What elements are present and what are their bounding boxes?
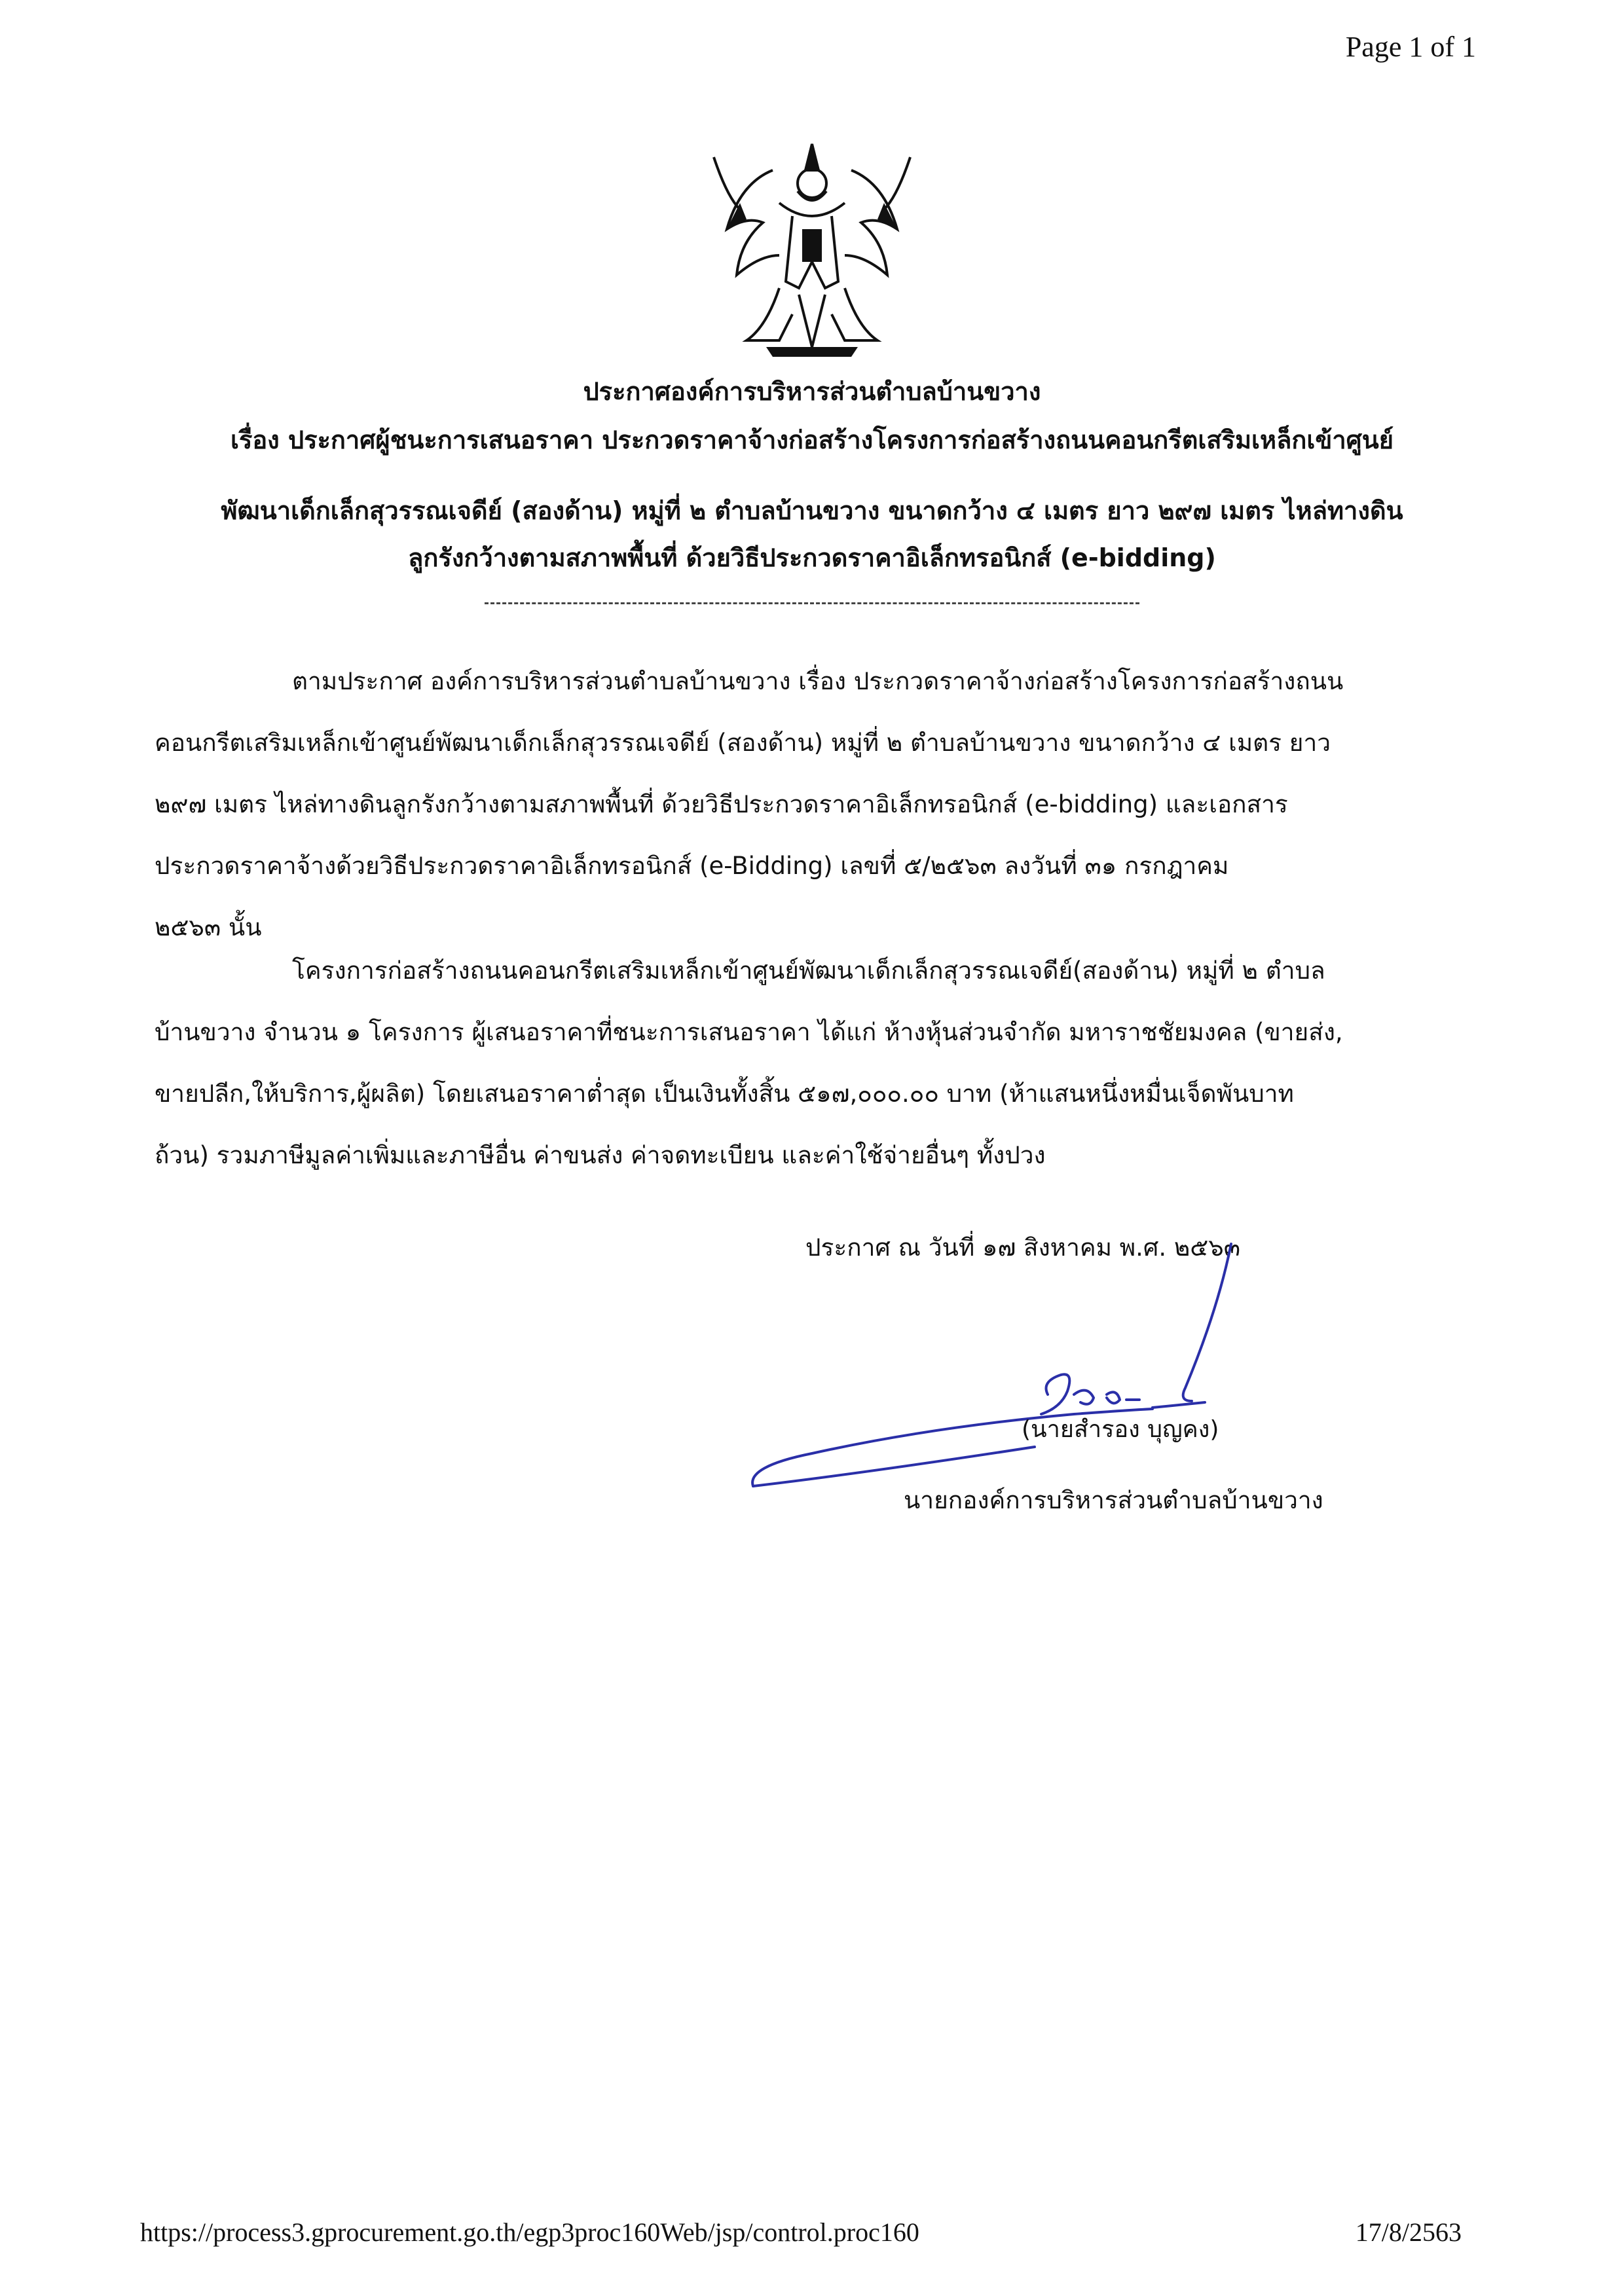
paragraph-line: ๒๙๗ เมตร ไหล่ทางดินลูกรังกว้างตามสภาพพื้นที่ ด้วยวิธีประกวดราคาอิเล็กทรอนิกส์ (e-bidding) และเอกสาร [155, 790, 1288, 818]
body-paragraph-2 [155, 940, 1445, 1186]
paragraph-line: ประกวดราคาจ้างด้วยวิธีประกวดราคาอิเล็กทรอนิกส์ (e-Bidding) เลขที่ ๕/๒๕๖๓ ลงวันที่ ๓๑ กรกฎาคม [155, 852, 1229, 880]
paragraph-line: ๒๕๖๓ นั้น [155, 913, 262, 941]
paragraph-line: ขายปลีก,ให้บริการ,ผู้ผลิต) โดยเสนอราคาต่ำสุด เป็นเงินทั้งสิ้น ๕๑๗,๐๐๐.๐๐ บาท (ห้าแสนหนึ่งหมื่นเจ็ดพันบาท [155, 1080, 1294, 1108]
subject-line-1: เรื่อง ประกาศผู้ชนะการเสนอราคา ประกวดราคาจ้างก่อสร้างโครงการก่อสร้างถนนคอนกรีตเสริมเหล็กเข้าศูนย์ [230, 426, 1394, 454]
signer-title: นายกองค์การบริหารส่วนตำบลบ้านขวาง [904, 1486, 1323, 1514]
paragraph-line: บ้านขวาง จำนวน ๑ โครงการ ผู้เสนอราคาที่ชนะการเสนอราคา ได้แก่ ห้างหุ้นส่วนจำกัด มหาราชชัยมงคล (ขายส่ง, [155, 1018, 1343, 1046]
dashed-divider [485, 602, 1139, 604]
announcement-title: ประกาศองค์การบริหารส่วนตำบลบ้านขวาง [583, 377, 1041, 406]
signer-name: (นายสำรอง บุญคง) [1022, 1416, 1219, 1443]
paragraph-line: โครงการก่อสร้างถนนคอนกรีตเสริมเหล็กเข้าศูนย์พัฒนาเด็กเล็กสุวรรณเจดีย์(สองด้าน) หมู่ที่ ๒ ตำบล [292, 957, 1325, 985]
announcement-date: ประกาศ ณ วันที่ ๑๗ สิงหาคม พ.ศ. ๒๕๖๓ [805, 1233, 1241, 1262]
handwritten-signature [733, 1231, 1270, 1506]
subject-line-2: พัฒนาเด็กเล็กสุวรรณเจดีย์ (สองด้าน) หมู่ที่ ๒ ตำบลบ้านขวาง ขนาดกว้าง ๔ เมตร ยาว ๒๙๗ เมตร ไหล่ทางดิน [221, 496, 1403, 525]
garuda-emblem-icon [701, 131, 923, 367]
footer-date: 17/8/2563 [1355, 2217, 1462, 2247]
footer-url: https://process3.gprocurement.go.th/egp3proc160Web/jsp/control.proc160 [140, 2217, 919, 2247]
body-paragraph-1 [155, 651, 1445, 958]
paragraph-line: คอนกรีตเสริมเหล็กเข้าศูนย์พัฒนาเด็กเล็กสุวรรณเจดีย์ (สองด้าน) หมู่ที่ ๒ ตำบลบ้านขวาง ขนาดกว้าง ๔ เมตร ยาว [155, 729, 1331, 757]
subject-line-3: ลูกรังกว้างตามสภาพพื้นที่ ด้วยวิธีประกวดราคาอิเล็กทรอนิกส์ (e-bidding) [408, 543, 1216, 572]
page-number: Page 1 of 1 [1345, 31, 1476, 63]
paragraph-line: ถ้วน) รวมภาษีมูลค่าเพิ่มและภาษีอื่น ค่าขนส่ง ค่าจดทะเบียน และค่าใช้จ่ายอื่นๆ ทั้งปวง [155, 1141, 1046, 1169]
paragraph-line: ตามประกาศ องค์การบริหารส่วนตำบลบ้านขวาง เรื่อง ประกวดราคาจ้างก่อสร้างโครงการก่อสร้างถนน [292, 667, 1344, 695]
